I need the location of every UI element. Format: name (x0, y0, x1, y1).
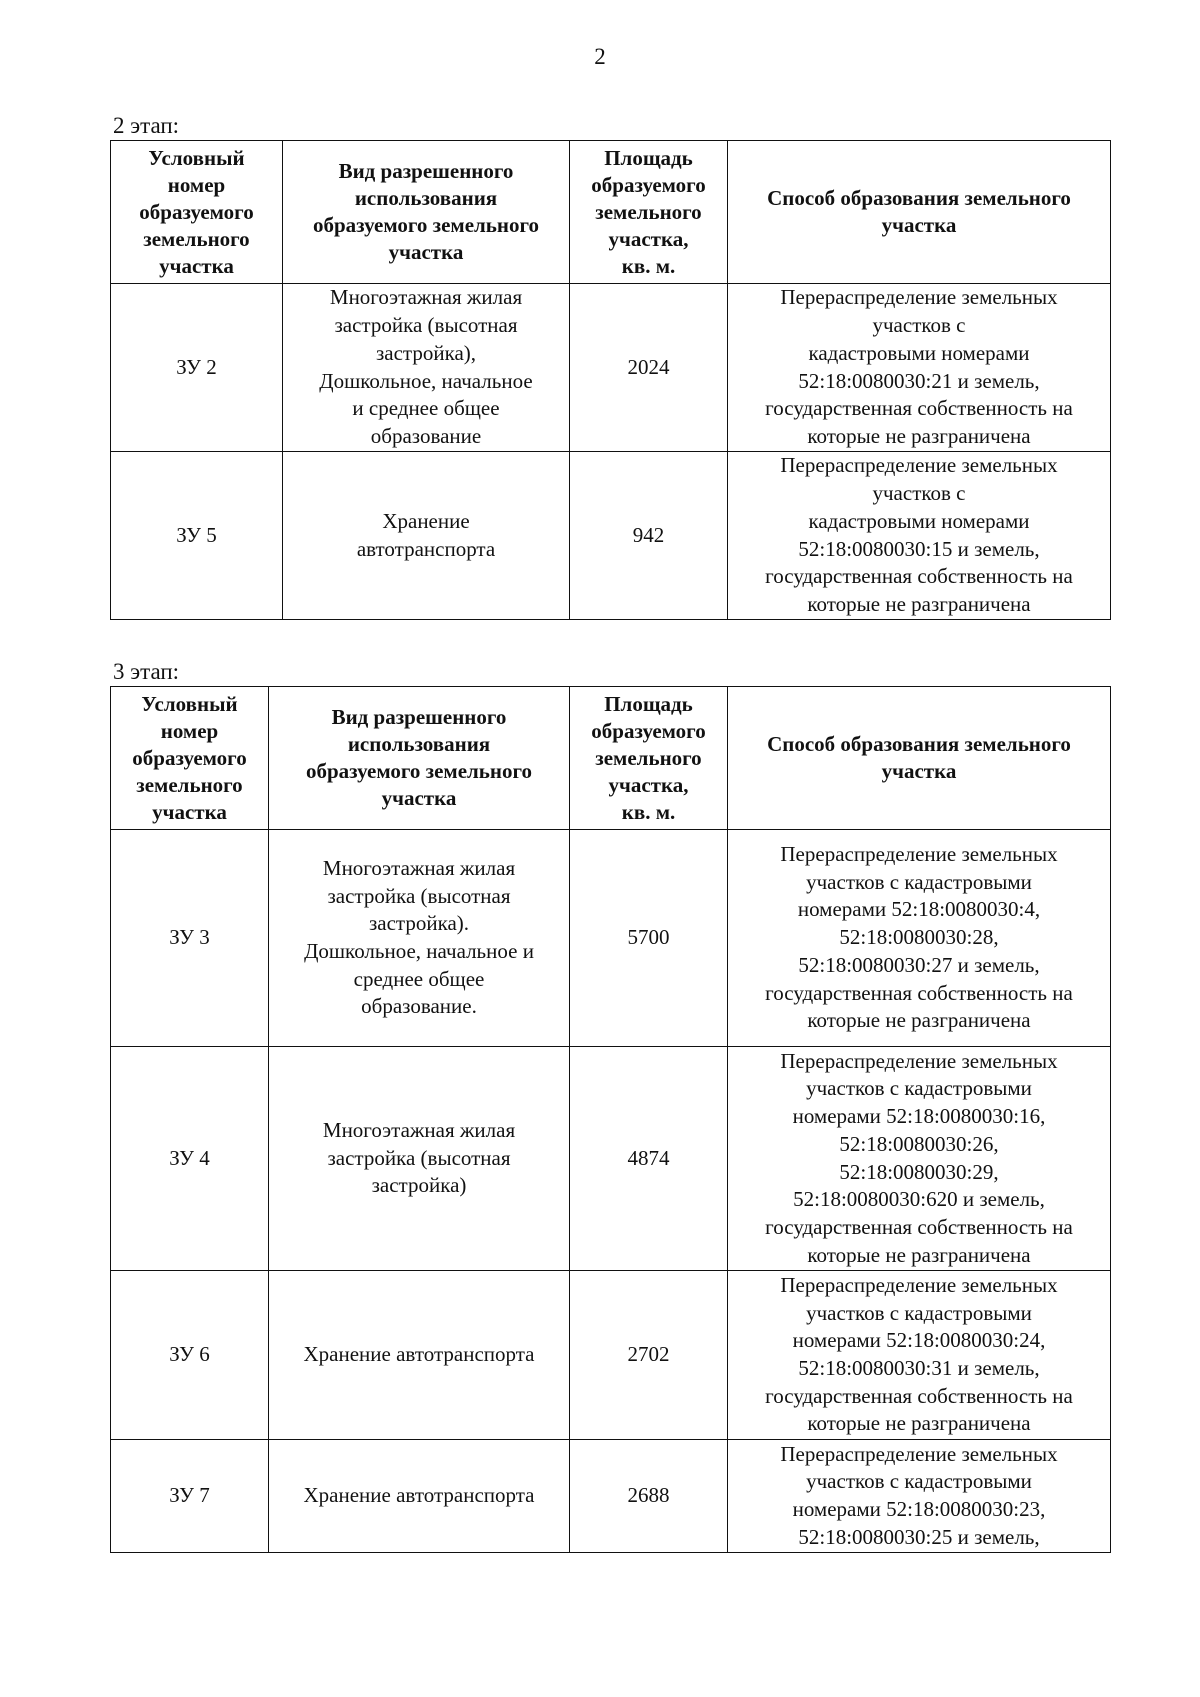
table-header-row (111, 141, 1111, 284)
plot-method: Перераспределение земельных участков с кадастровыми номерами 52:18:0080030:23, 52:18:0080030:25 и земель, (728, 1440, 1111, 1553)
plot-area: 5700 (570, 830, 728, 1047)
table-row (111, 1271, 1111, 1440)
plot-number: ЗУ 5 (111, 452, 283, 620)
plot-use: Многоэтажная жилая застройка (высотная застройка) (269, 1047, 570, 1271)
header-number: Условный номер образуемого земельного участка (111, 141, 283, 284)
plot-area: 2702 (570, 1271, 728, 1440)
plot-area: 4874 (570, 1047, 728, 1271)
table-row (111, 284, 1111, 452)
plot-method: Перераспределение земельных участков с кадастровыми номерами 52:18:0080030:15 и земель, государственная собственность на которые не разграничена (728, 452, 1111, 620)
header-area: Площадь образуемого земельного участка, кв. м. (570, 141, 728, 284)
header-method: Способ образования земельного участка (728, 141, 1111, 284)
stage-2-label: 2 этап: (113, 113, 180, 138)
plot-use: Хранение автотранспорта (283, 452, 570, 620)
plot-use: Хранение автотранспорта (269, 1271, 570, 1440)
plot-area: 2688 (570, 1440, 728, 1553)
plot-method: Перераспределение земельных участков с кадастровыми номерами 52:18:0080030:21 и земель, государственная собственность на которые не разграничена (728, 284, 1111, 452)
header-method: Способ образования земельного участка (728, 687, 1111, 830)
plot-method: Перераспределение земельных участков с кадастровыми номерами 52:18:0080030:16, 52:18:0080030:26, 52:18:0080030:29, 52:18:0080030:620 и земель, государственная собственность на которые не разграничена (728, 1047, 1111, 1271)
stage-3-table (110, 686, 1111, 1553)
header-use: Вид разрешенного использования образуемого земельного участка (283, 141, 570, 284)
stage-3-label: 3 этап: (113, 659, 180, 684)
plot-use: Многоэтажная жилая застройка (высотная застройка). Дошкольное, начальное и среднее общее образование. (269, 830, 570, 1047)
header-use: Вид разрешенного использования образуемого земельного участка (269, 687, 570, 830)
plot-area: 2024 (570, 284, 728, 452)
stage-2-table (110, 140, 1111, 620)
table-row (111, 1047, 1111, 1271)
plot-number: ЗУ 4 (111, 1047, 269, 1271)
plot-number: ЗУ 7 (111, 1440, 269, 1553)
plot-use: Многоэтажная жилая застройка (высотная застройка), Дошкольное, начальное и среднее общее образование (283, 284, 570, 452)
plot-area: 942 (570, 452, 728, 620)
header-area: Площадь образуемого земельного участка, кв. м. (570, 687, 728, 830)
table-row (111, 1440, 1111, 1553)
header-number: Условный номер образуемого земельного участка (111, 687, 269, 830)
plot-method: Перераспределение земельных участков с кадастровыми номерами 52:18:0080030:24, 52:18:0080030:31 и земель, государственная собственность на которые не разграничена (728, 1271, 1111, 1440)
plot-number: ЗУ 6 (111, 1271, 269, 1440)
plot-use: Хранение автотранспорта (269, 1440, 570, 1553)
table-row (111, 452, 1111, 620)
plot-method: Перераспределение земельных участков с кадастровыми номерами 52:18:0080030:4, 52:18:0080030:28, 52:18:0080030:27 и земель, государственная собственность на которые не разграничена (728, 830, 1111, 1047)
plot-number: ЗУ 3 (111, 830, 269, 1047)
page-number: 2 (594, 44, 606, 69)
plot-number: ЗУ 2 (111, 284, 283, 452)
table-row (111, 830, 1111, 1047)
table-header-row (111, 687, 1111, 830)
